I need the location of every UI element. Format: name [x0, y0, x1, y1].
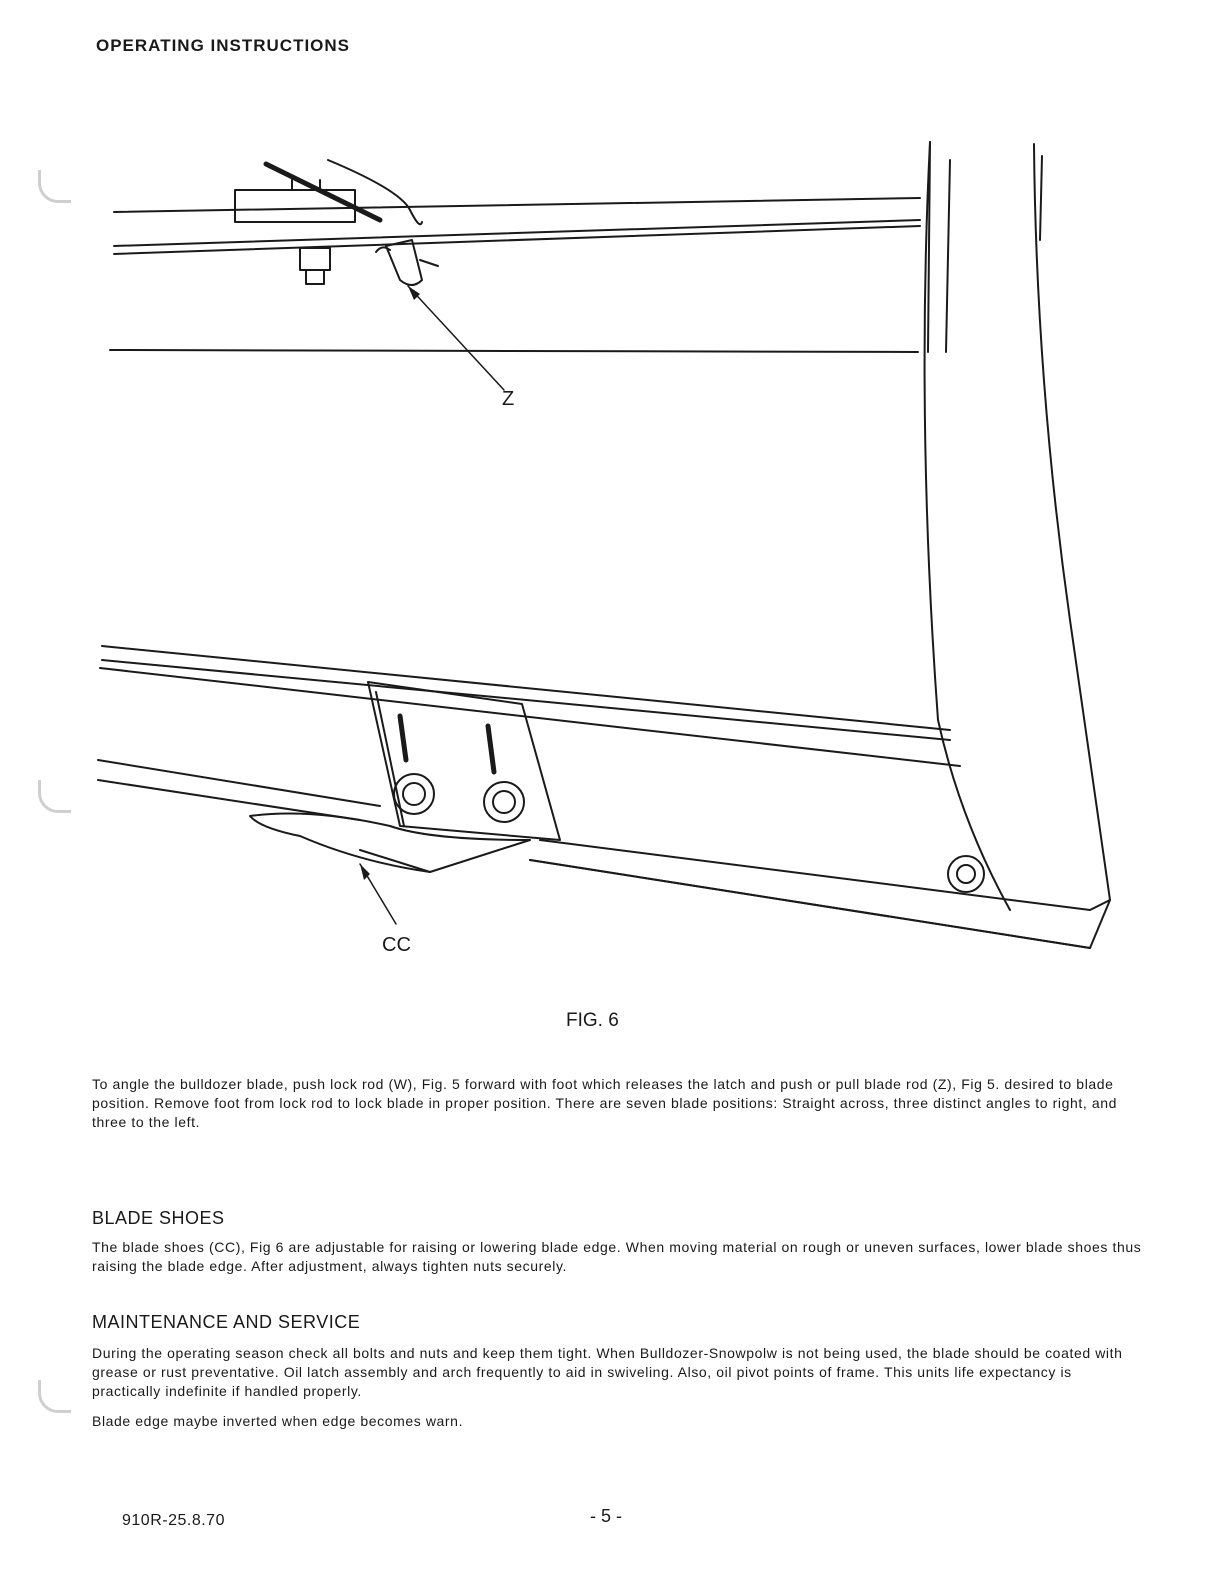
frame-rod-line: [114, 226, 920, 254]
bracket-plate: [235, 190, 355, 222]
lower-bar-line: [100, 668, 960, 766]
arm-curve: [328, 160, 422, 224]
page-title: OPERATING INSTRUCTIONS: [96, 36, 351, 55]
maintenance-note: Blade edge maybe inverted when edge becomes warn.: [92, 1413, 464, 1429]
section-heading-blade-shoes: BLADE SHOES: [92, 1208, 225, 1228]
section-heading-maintenance: MAINTENANCE AND SERVICE: [92, 1312, 361, 1332]
bolt-nut-shape: [306, 270, 324, 284]
cutting-edge: [530, 840, 1110, 948]
figure-caption: FIG. 6: [566, 1010, 619, 1031]
shoe-nut: [394, 774, 434, 814]
punch-hole-mark: [38, 1380, 71, 1413]
blade-drawing: [60, 120, 1180, 1040]
lower-bar-line: [102, 660, 950, 740]
callout-cc-label: CC: [382, 934, 411, 956]
arch-inner: [925, 142, 1010, 910]
leader-line-z: [408, 286, 504, 390]
arm-bar: [266, 164, 380, 220]
shoe-nut: [484, 782, 524, 822]
slot-hole: [400, 716, 406, 760]
document-number: 910R-25.8.70: [122, 1512, 225, 1529]
arch-outer: [1034, 144, 1110, 900]
blade-top-edge: [110, 350, 918, 352]
arch-nut: [948, 856, 984, 892]
page-number: - 5 -: [590, 1506, 623, 1526]
blade-lower-edge: [98, 760, 380, 806]
shoe-bracket-plate: [368, 682, 560, 840]
latch-pin: [386, 240, 422, 285]
callout-z-label: Z: [502, 388, 515, 410]
maintenance-paragraph: During the operating season check all bolts and nuts and keep them tight. When Bulldozer-Snowpolw is not being used, the blade should be coated with grease or rust preventative. Oil latch assembly and arch frequently to aid in swiveling. Also, oil pivot points of frame. This units life expectancy is practically indefinite if handled properly.: [92, 1345, 1123, 1399]
frame-rod-line: [114, 220, 920, 246]
figure-6-illustration: [60, 120, 1180, 1040]
slot-hole: [488, 726, 494, 772]
blade-shoe: [250, 814, 530, 872]
bolt-nut-shape: [300, 248, 330, 270]
blade-shoes-paragraph: The blade shoes (CC), Fig 6 are adjustable for raising or lowering blade edge. When moving material on rough or uneven surfaces, lower blade shoes thus raising the blade edge. After adjustment, always tighten nuts securely.: [92, 1239, 1142, 1274]
intro-paragraph: To angle the bulldozer blade, push lock rod (W), Fig. 5 forward with foot which releases the latch and push or pull blade rod (Z), Fig 5. desired to blade position. Remove foot from lock rod to lock blade in proper position. There are seven blade positions: Straight across, three distinct angles to right, and three to the left.: [92, 1076, 1118, 1130]
